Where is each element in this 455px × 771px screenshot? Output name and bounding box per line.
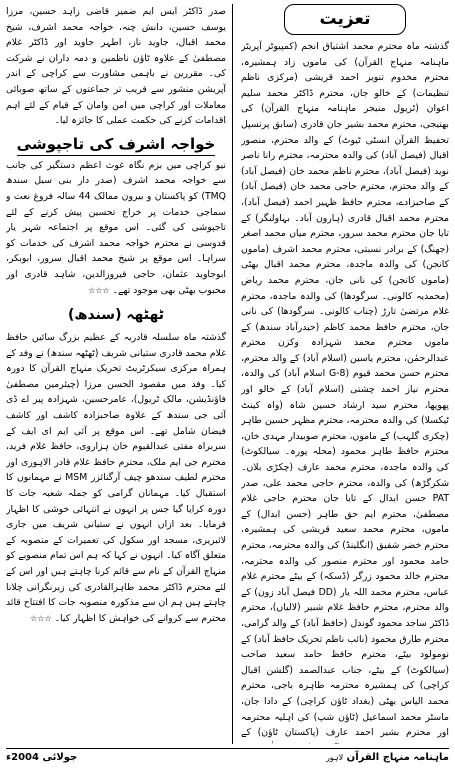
coronation-paragraph <box>6 158 226 298</box>
content-frame <box>6 4 449 744</box>
page-footer <box>6 752 449 766</box>
condolence-heading: تعزیت <box>284 4 406 35</box>
karachi-meeting-paragraph: صدر ڈاکٹر ایس ایم ضمیر قاضی زاہد حسین، مرزا یوسف حسین، دانش چنہ، خواجہ محمد اشرف، شیخ محمد اقبال، جاوید ناز، اطہر جاوید اور ڈاکٹر غلام مصطفیٰ کے علاوہ ٹاؤن ناظمین و دمہ داران نے شرکت کی۔ مقررین نے باہمی مشاورت سے کراچی کے اندر آپریشن منشور سے قریب تر جماعتوں کے ساتھ صوبائی معاملات اور کراچی میں امن وامان کے قیام کے لئے اہم اقدامات کرنے کی حکمت عملی کا جائزہ لیا۔ <box>6 6 226 127</box>
thatta-end-stars: ☆☆☆ <box>30 613 52 623</box>
footer-city: لاہور <box>325 753 344 762</box>
coronation-heading <box>6 133 226 155</box>
thatta-paragraph <box>6 330 226 626</box>
coronation-paragraph-text: نیو کراچی میں بزم نگاہ غوث اعظم دستگیر کی جانب سے خواجہ محمد اشرف (صدر دار بنی سیل سندھ TMQ) کو پاکستان و بیرون ممالک 44 سالہ فروغ نعت و سماجی خدمات پر خراج تحسین پیش کرنے کے لئے تاجپوشی کی گئی۔ اس موقع پر اجتماعہ شہر یار قدوسی نے محترم خواجہ محمد اشرف کی خدمات کو سراہا۔ اس موقع پر شیخ محمد اقبال سرور، ابوبکر، ابوجاوید عثمان، حاجی فیروزالدین، شاہد قادری اور محبوب بھٹی بھی موجود تھے۔ <box>6 159 226 296</box>
condolence-column <box>241 4 449 744</box>
thatta-heading: ٹھٹھہ (سندھ) <box>67 307 165 324</box>
footer-magazine <box>326 752 449 763</box>
footer-rule <box>6 748 449 749</box>
news-column <box>6 4 226 744</box>
condolence-paragraph: گذشتہ ماہ محترم محمد اشتیاق انجم (کمپیوٹر آپریٹر ماہنامہ منہاج القرآن) کی ماموں زاد ہمشیرہ، محترم مخدوم تنویر احمد قریشی (مرکزی ناظم تنظیمات) کے خالو جان، محترم ڈاکٹر محمد سلیم اعوان (ٹریول منیجر ماہنامہ منہاج القرآن) کی بھتیجی، محترم محمد بشیر جان قادری (سابق پرنسپل تحفیظ القرآن انسٹی ٹیوٹ) کے والد محترم، منصور اقبال (فیصل آباد) کی والدہ محترمہ، محترم رانا ناصر نوید (فیصل آباد)، محترم ناظم محمد خان (فیصل آباد) کے والد محترم، محترم حاجی محمد خان (فیصل آباد) کے صاحبزادے، محترم حافظ ظہیر احمد (فیصل آباد)، محترم محمد اقبال قادری (ہارون آباد۔ بہاولنگر) کے تایا جان محترم محمد سرور، محترم میاں محمد اصغر (جھنگ) کے برادر نسبتی، محترم محمد اشرف (ماموں کانجن) کی والدہ ماجدہ، محترم محمد اقبال بھٹی (ماموں کانجن) کی نانی جان، محترم محمد ریاض (محمدیہ کالونی۔ سرگودھا) کی والدہ ماجدہ، محترم غلام مرتضیٰ تارڑ (چناب کالونی۔ سرگودھا) کی نانی جان، محترم حافظ محمد کاظم (حیدرآباد سندھ) کے ماموں محترم محمد شہزادہ وکزن محترم عبدالرحمٰن، محترم یاسین (اسلام آباد) کے والد محترم، محترم حسن محمد قیوم (G-8 اسلام آباد) کی والدہ، محترم نیاز احمد چشتی (اسلام آباد) کے خالو اور پھوپھا، محترم سید ارشاد حسین شاہ (واہ کینٹ ٹیکسلا) کی والدہ محترمہ، محترم مظہر حسین طاہر (چکری گلہب) کے ماموں، محترم صوبیدار مہدی خان، محترم حافظ طاہر محمود (محلہ پورہ۔ سیالکوٹ) کی والدہ ماجدہ، محترم محمد عارف (چکڑی بلاں۔ شکرگڑھ) کی والدہ، محترم حاجی محمد علی، صدر PAT حسن ابدال کے تایا جان محترم حاجی غلام مصطفیٰ، محترم ایم حق طاہر (حسن ابدال) کے ماموں، محترم محمد سعید قریشی کی ہمشیرہ، محترم خضر شفیق (انگلینڈ) کی والدہ محترمہ، محترم حامد محمود اور محترم منصور کی والدہ محترمہ، محترم خالد محمود زرگر (ڈسکہ) کے بیٹے محترم غلام عباس، محترم محمد اللہ یار (DD فیصل آباد زون) کے والد محترم، محترم حافظ غلام شبیر (لالیاں)، محترم ڈاکٹر ساجد محمود گوندل (حافظ آباد) کے والد گرامی، محترم طارق محمود (نائب ناظم تحریک حافظ آباد) کے نومولود بیٹے، محترم حافظ حامد سعید صاحب (سیالکوٹ) کے بیٹے، جناب عبدالصمد (گلشن اقبال کراچی) کی ہمشیرہ محترمہ طاہرہ باجی، محترم محمد الیاس بھٹی (بغداد ٹاؤن کراچی) کے دادا جان، ماسٹر محمد اسماعیل (ٹاؤن شپ) کی اہلیہ محترمہ اور محترم بشیر احمد عارف (پاکستان ٹاؤن) کے <box>241 41 449 739</box>
footer-magazine-name: ماہنامہ منہاج القرآن <box>346 752 449 763</box>
footer-issue-date: جولائی 2004ء <box>6 752 78 763</box>
thatta-paragraph-text: گذشتہ ماہ سلسلہ قادریہ کے عظیم بزرگ سائیں حافظ غلام محمد قادری ستیانی شریف (ٹھٹھہ سندھ) نے وفد کے ہمراہ مرکزی سیکرٹریٹ تحریک منہاج القرآن کا دورہ کیا۔ وفد میں مقصود الحسن مرزا (چیئرمین مصطفیٰ فاؤنڈیشن، مالک ٹریول)، عامرحسین، شہزادہ پیر اے ڈی آئی جی سندھ کے علاوہ صاحبزادہ کاشف اور کاشف فیضان شامل تھے۔ اس موقع پر آئی ایم ای ایف کے سربراہ مفتی عبدالقیوم خان ہزاروی، حافظ غلام فرید، محترم جی ایم ملک، محترم حافظ غلام قادر الاہوری اور محترم لطیف سندھو چیف آرگنائزر MSM نے مہمانوں کا استقبال کیا۔ مہمانان گرامی کو جملہ شعبہ جات کا دورہ کرایا گیا جس پر انہوں نے انتہائی خوشی کا اظہار فرمایا۔ بعد ازاں انہوں نے ستیانی شریف میں جاری لائبریری، مسجد اور سکول کی تعمیرات کے منصوبہ کے متعلق آگاہ کیا۔ انہوں نے کہا کہ ہم اس تمام منصوبے کو منہاج القرآن کے نام سے قائم کرنا چاہتے ہیں اور اس کے لئے محترم ڈاکٹر محمد طاہرالقادری کی زیرنگرانی چلانا چاہتے ہیں ہم ان سے مذکورہ منصوبہ جات کا افتتاح قائد محترم سے کروانے کی خواہش کا اظہار کیا۔ <box>6 332 226 624</box>
coronation-end-stars: ☆☆☆ <box>88 285 110 295</box>
coronation-heading-text: خواجہ اشرف کی تاجپوشی <box>17 135 216 156</box>
column-divider <box>232 4 233 744</box>
